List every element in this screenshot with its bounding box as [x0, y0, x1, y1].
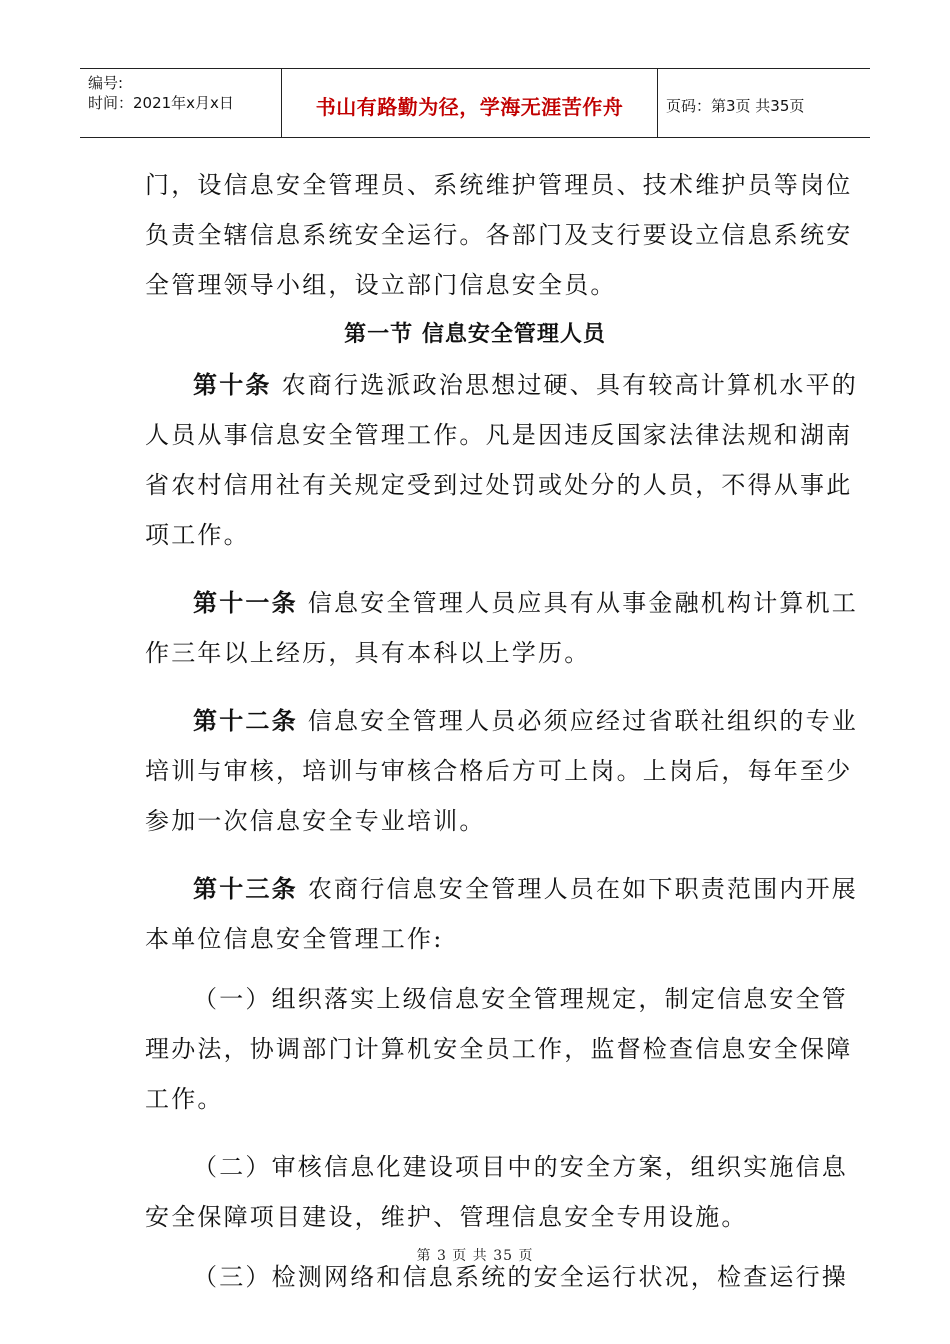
article-11-text: 信息安全管理人员应具有从事金融机构计算机工	[307, 589, 859, 617]
body-line: 门，设信息安全管理员、系统维护管理员、技术维护员等岗位	[145, 171, 853, 199]
header-page-info-cell	[658, 69, 870, 137]
paragraph-gap	[145, 678, 805, 696]
body-line: 负责全辖信息系统安全运行。各部门及支行要设立信息系统安	[145, 221, 853, 249]
article-12-label: 第十二条	[193, 707, 298, 735]
body-line: 本单位信息安全管理工作:	[145, 925, 444, 953]
item-2-first-line: （二）审核信息化建设项目中的安全方案，组织实施信息	[193, 1153, 848, 1181]
document-header	[80, 68, 870, 138]
body-line: 项工作。	[145, 521, 250, 549]
article-13-text: 农商行信息安全管理人员在如下职责范围内开展	[307, 875, 859, 903]
body-line: 参加一次信息安全专业培训。	[145, 807, 486, 835]
header-motto: 书山有路勤为径，学海无涯苦作舟	[315, 94, 624, 119]
paragraph-gap	[145, 846, 805, 864]
document-body	[145, 160, 859, 1302]
paragraph-gap	[145, 964, 805, 974]
body-line: 培训与审核，培训与审核合格后方可上岗。上岗后，每年至少	[145, 757, 853, 785]
item-1-first-line: （一）组织落实上级信息安全管理规定，制定信息安全管	[193, 985, 848, 1013]
article-12-text: 信息安全管理人员必须应经过省联社组织的专业	[307, 707, 859, 735]
header-motto-cell	[282, 69, 658, 137]
header-page-info: 页码：第3页 共35页	[666, 96, 805, 115]
page-footer: 第 3 页 共 35 页	[416, 1248, 534, 1264]
article-11-label: 第十一条	[193, 589, 298, 617]
paragraph-gap	[145, 560, 805, 578]
document-time-label: 时间：2021年x月x日	[88, 94, 234, 112]
body-line: 省农村信用社有关规定受到过处罚或处分的人员，不得从事此	[145, 471, 853, 499]
article-10-label: 第十条	[193, 371, 272, 399]
article-11-first-line	[145, 578, 859, 628]
document-number-label: 编号:	[88, 74, 124, 92]
item-3-first-line: （三）检测网络和信息系统的安全运行状况，检查运行操	[193, 1263, 848, 1291]
body-line: 人员从事信息安全管理工作。凡是因违反国家法律法规和湖南	[145, 421, 853, 449]
body-line: 作三年以上经历，具有本科以上学历。	[145, 639, 591, 667]
article-10-first-line	[145, 360, 859, 410]
header-meta	[80, 69, 282, 137]
article-12-first-line	[145, 696, 859, 746]
body-line: 理办法，协调部门计算机安全员工作，监督检查信息安全保障	[145, 1035, 853, 1063]
paragraph-gap	[145, 1124, 805, 1142]
body-line: 安全保障项目建设，维护、管理信息安全专用设施。	[145, 1203, 748, 1231]
article-10-text: 农商行选派政治思想过硬、具有较高计算机水平的	[281, 371, 859, 399]
article-13-label: 第十三条	[193, 875, 298, 903]
section-title: 第一节 信息安全管理人员	[344, 322, 606, 347]
body-line: 工作。	[145, 1085, 224, 1113]
body-line: 全管理领导小组，设立部门信息安全员。	[145, 271, 617, 299]
article-13-first-line	[145, 864, 859, 914]
